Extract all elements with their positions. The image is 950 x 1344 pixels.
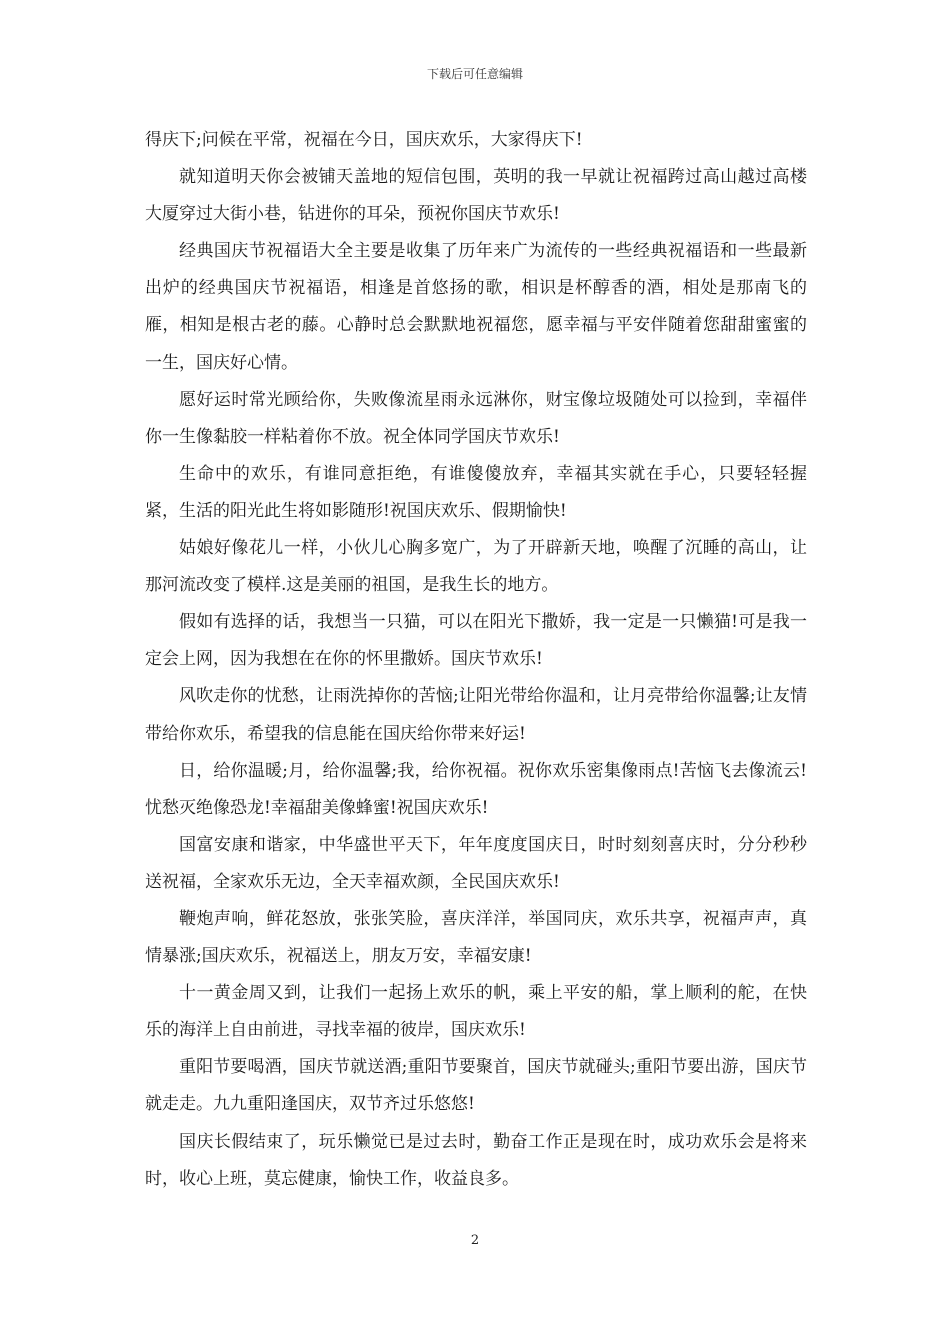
paragraph: 就知道明天你会被铺天盖地的短信包围，英明的我一早就让祝福跨过高山越过高楼大厦穿过大街小巷，钻进你的耳朵，预祝你国庆节欢乐! [145, 167, 807, 225]
paragraph: 生命中的欢乐，有谁同意拒绝，有谁傻傻放弃，幸福其实就在手心，只要轻轻握紧，生活的阳光此生将如影随形!祝国庆欢乐、假期愉快! [145, 463, 807, 521]
paragraph: 风吹走你的忧愁，让雨洗掉你的苦恼;让阳光带给你温和，让月亮带给你温馨;让友情带给你欢乐，希望我的信息能在国庆给你带来好运! [145, 686, 807, 744]
paragraph: 十一黄金周又到，让我们一起扬上欢乐的帆，乘上平安的船，掌上顺利的舵，在快乐的海洋上自由前进，寻找幸福的彼岸，国庆欢乐! [145, 983, 807, 1041]
paragraph: 国庆长假结束了，玩乐懒觉已是过去时，勤奋工作正是现在时，成功欢乐会是将来时，收心上班，莫忘健康，愉快工作，收益良多。 [145, 1131, 807, 1189]
paragraph-continued: 得庆下;问候在平常，祝福在今日，国庆欢乐，大家得庆下! [145, 130, 583, 150]
paragraph: 鞭炮声响，鲜花怒放，张张笑脸，喜庆洋洋，举国同庆，欢乐共享，祝福声声，真情暴涨;国庆欢乐，祝福送上，朋友万安，幸福安康! [145, 908, 807, 967]
paragraph: 愿好运时常光顾给你，失败像流星雨永远淋你，财宝像垃圾随处可以捡到，幸福伴你一生像黏胶一样粘着你不放。祝全体同学国庆节欢乐! [145, 389, 807, 447]
paragraph: 姑娘好像花儿一样，小伙儿心胸多宽广，为了开辟新天地，唤醒了沉睡的高山，让那河流改变了模样.这是美丽的祖国，是我生长的地方。 [145, 538, 807, 596]
page-header: 下载后可任意编辑 [426, 67, 523, 81]
page-number: 2 [470, 1233, 480, 1248]
paragraph: 重阳节要喝酒，国庆节就送酒;重阳节要聚首，国庆节就碰头;重阳节要出游，国庆节就走走。九九重阳逢国庆，双节齐过乐悠悠! [145, 1057, 807, 1115]
paragraph: 经典国庆节祝福语大全主要是收集了历年来广为流传的一些经典祝福语和一些最新出炉的经典国庆节祝福语，相逢是首悠扬的歌，相识是杯醇香的酒，相处是那南飞的雁，相知是根古老的藤。心静时总会默默地祝福您，愿幸福与平安伴随着您甜甜蜜蜜的一生，国庆好心情。 [145, 241, 807, 373]
document-body [145, 122, 807, 1198]
paragraph: 假如有选择的话，我想当一只猫，可以在阳光下撒娇，我一定是一只懒猫!可是我一定会上网，因为我想在在你的怀里撒娇。国庆节欢乐! [145, 612, 807, 670]
paragraph: 国富安康和谐家，中华盛世平天下，年年度度国庆日，时时刻刻喜庆时，分分秒秒送祝福，全家欢乐无边，全天幸福欢颜，全民国庆欢乐! [145, 834, 807, 892]
paragraph: 日，给你温暖;月，给你温馨;我，给你祝福。祝你欢乐密集像雨点!苦恼飞去像流云!忧愁灭绝像恐龙!幸福甜美像蜂蜜!祝国庆欢乐! [145, 760, 807, 818]
